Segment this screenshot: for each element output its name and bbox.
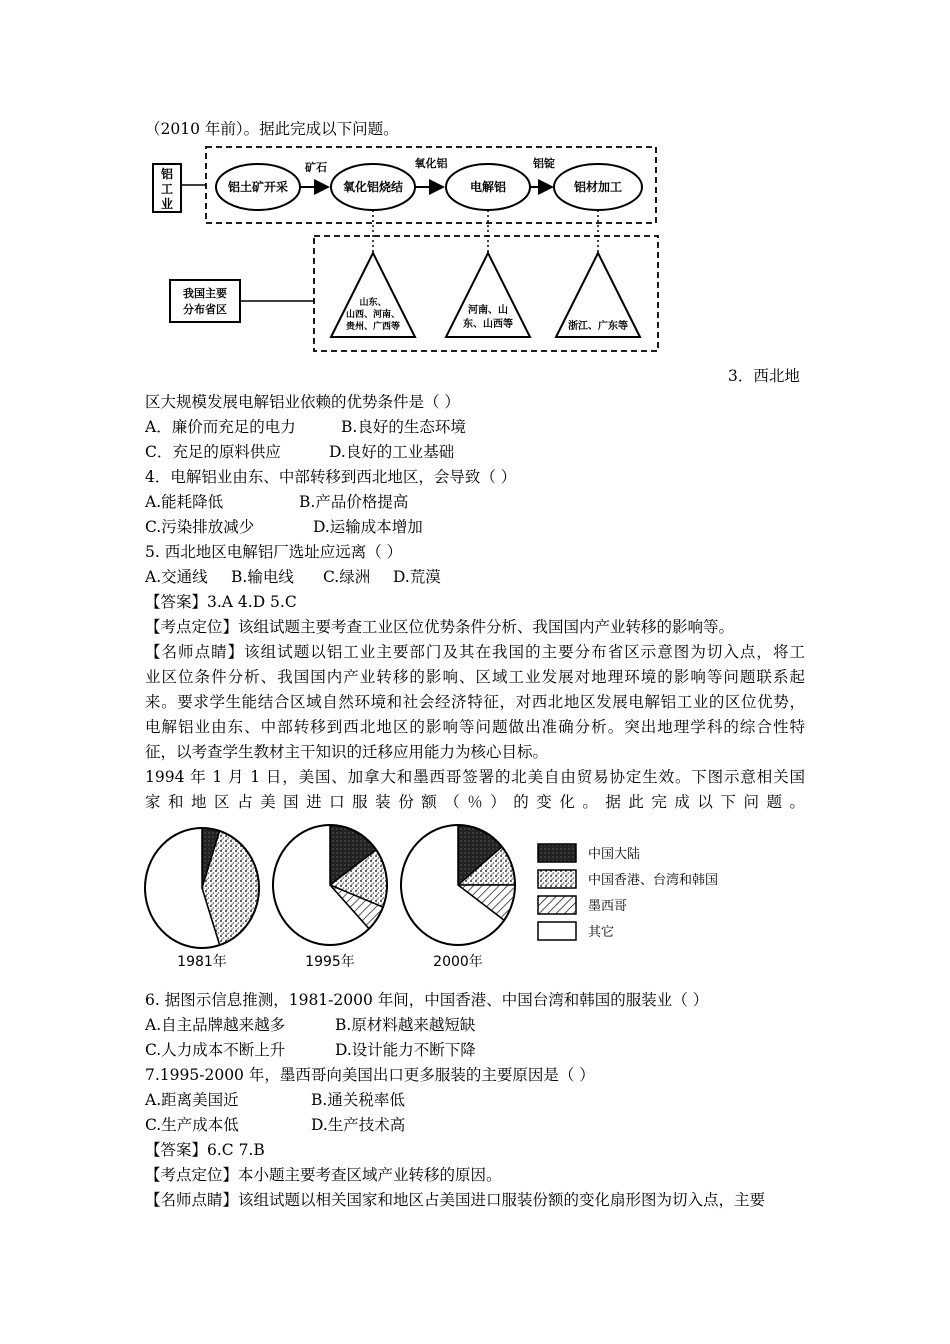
industry-label-2: 工 xyxy=(160,182,174,196)
legend-swatch-mexico xyxy=(538,896,576,914)
teacher-note-1-line2: 业区位条件分析、我国国内产业转移的影响、区域工业发展对地理环境的影响等问题联系起 xyxy=(145,668,805,686)
q5-option-b: B.输电线 xyxy=(231,568,294,586)
region-label-1: 我国主要 xyxy=(183,287,227,300)
q6-option-d: D.设计能力不断下降 xyxy=(335,1041,476,1059)
q3-head: 3．西北地 xyxy=(728,367,800,385)
q7-option-d: D.生产技术高 xyxy=(311,1116,406,1134)
teacher-note-2: 【名师点睛】该组试题以相关国家和地区占美国进口服装份额的变化扇形图为切入点，主要 xyxy=(145,1191,766,1209)
pie-0-year-label: 1981年 xyxy=(177,954,227,970)
answer-2: 【答案】6.C 7.B xyxy=(145,1141,265,1159)
arrow-label-alumina: 氧化铝 xyxy=(414,157,448,170)
q4-option-a: A.能耗降低 xyxy=(145,493,224,511)
legend-label-hk-tw-kr: 中国香港、台湾和韩国 xyxy=(588,873,719,888)
provinces-processing: 浙江、广东等 xyxy=(568,321,628,332)
q3-body: 区大规模发展电解铝业依赖的优势条件是（ ） xyxy=(145,393,460,411)
q7-options-row1 xyxy=(145,1090,405,1110)
provinces-electrolytic-2: 东、山西等 xyxy=(463,319,513,330)
teacher-note-1-line5: 征，以考查学生教材主干知识的迁移应用能力为核心目标。 xyxy=(145,743,549,761)
q4-stem: 4．电解铝业由东、中部转移到西北地区，会导致（ ） xyxy=(145,468,517,486)
q6-option-c: C.人力成本不断上升 xyxy=(145,1041,286,1059)
legend-label-mainland: 中国大陆 xyxy=(588,847,641,862)
q6-option-b: B.原材料越来越短缺 xyxy=(335,1016,476,1034)
q3-option-c: C．充足的原料供应 xyxy=(145,443,281,461)
q6-stem: 6. 据图示信息推测，1981-2000 年间，中国香港、中国台湾和韩国的服装业（ ） xyxy=(145,991,709,1009)
industry-label-1: 铝 xyxy=(160,167,174,181)
provinces-alumina-3: 贵州、广西等 xyxy=(345,322,401,332)
q7-options-row2 xyxy=(145,1115,405,1135)
region-label-2: 分布省区 xyxy=(183,303,227,316)
pie-2-year-label: 2000年 xyxy=(433,954,483,970)
q7-option-b: B.通关税率低 xyxy=(311,1091,405,1109)
passage-2-line2: 家和地区占美国进口服装份额（％）的变化。据此完成以下问题。 xyxy=(145,793,805,811)
q4-option-d: D.运输成本增加 xyxy=(313,518,423,536)
key-point-2: 【考点定位】本小题主要考查区域产业转移的原因。 xyxy=(145,1166,502,1184)
q7-option-c: C.生产成本低 xyxy=(145,1116,239,1134)
q3-options-row2 xyxy=(145,442,454,462)
q3-option-d: D.良好的工业基础 xyxy=(329,443,455,461)
pie-1-year-label: 1995年 xyxy=(305,954,355,970)
provinces-alumina-1: 山东、 xyxy=(359,298,387,308)
q3-option-a: A．廉价而充足的电力 xyxy=(145,418,296,436)
q5-option-c: C.绿洲 xyxy=(323,568,371,586)
q7-stem: 7.1995-2000 年，墨西哥向美国出口更多服装的主要原因是（ ） xyxy=(145,1066,595,1084)
q5-stem: 5. 西北地区电解铝厂选址应远离（ ） xyxy=(145,543,403,561)
provinces-electrolytic-1: 河南、山 xyxy=(468,305,508,316)
legend-swatch-mainland xyxy=(538,844,576,862)
teacher-note-1-line1: 【名师点睛】该组试题以铝工业主要部门及其在我国的主要分布省区示意图为切入点，将工 xyxy=(145,643,805,661)
answer-1: 【答案】3.A 4.D 5.C xyxy=(145,593,297,611)
legend-swatch-hk-tw-kr xyxy=(538,870,576,888)
q6-options-row2 xyxy=(145,1040,476,1060)
provinces-alumina-2: 山西、河南、 xyxy=(345,310,401,320)
industry-label-3: 业 xyxy=(160,197,174,211)
q5-options xyxy=(145,567,441,587)
q4-option-c: C.污染排放减少 xyxy=(145,518,255,536)
q6-option-a: A.自主品牌越来越多 xyxy=(145,1016,286,1034)
q4-options-row1 xyxy=(145,492,408,512)
apparel-share-pie-charts xyxy=(140,820,760,972)
teacher-note-1-line3: 来。要求学生能结合区域自然环境和社会经济特征，对西北地区发展电解铝工业的区位优势， xyxy=(145,693,805,711)
passage-2-line1: 1994 年 1 月 1 日，美国、加拿大和墨西哥签署的北美自由贸易协定生效。下图示意相关国 xyxy=(145,768,805,786)
legend-label-other: 其它 xyxy=(588,925,615,940)
stage-processing: 铝材加工 xyxy=(573,180,623,194)
legend-swatch-other xyxy=(538,922,576,940)
aluminum-industry-diagram xyxy=(148,145,663,357)
teacher-note-1-line4: 电解铝业由东、中部转移到西北地区的影响等问题做出准确分析。突出地理学科的综合性特 xyxy=(145,718,805,736)
stage-mining: 铝土矿开采 xyxy=(227,180,289,194)
intro-line: （2010 年前）。据此完成以下问题。 xyxy=(145,120,399,138)
q5-option-a: A.交通线 xyxy=(145,568,208,586)
q6-options-row1 xyxy=(145,1015,475,1035)
stage-alumina: 氧化铝烧结 xyxy=(342,180,404,194)
q5-option-d: D.荒漠 xyxy=(393,568,441,586)
q4-option-b: B.产品价格提高 xyxy=(299,493,409,511)
q3-option-b: B.良好的生态环境 xyxy=(341,418,466,436)
arrow-label-ingot: 铝锭 xyxy=(533,157,555,170)
q4-options-row2 xyxy=(145,517,423,537)
q3-options-row1 xyxy=(145,417,466,437)
stage-electrolytic: 电解铝 xyxy=(469,180,507,194)
legend-label-mexico: 墨西哥 xyxy=(588,899,628,914)
q7-option-a: A.距离美国近 xyxy=(145,1091,239,1109)
arrow-label-ore: 矿石 xyxy=(305,161,327,174)
key-point-1: 【考点定位】该组试题主要考查工业区位优势条件分析、我国国内产业转移的影响等。 xyxy=(145,618,735,636)
